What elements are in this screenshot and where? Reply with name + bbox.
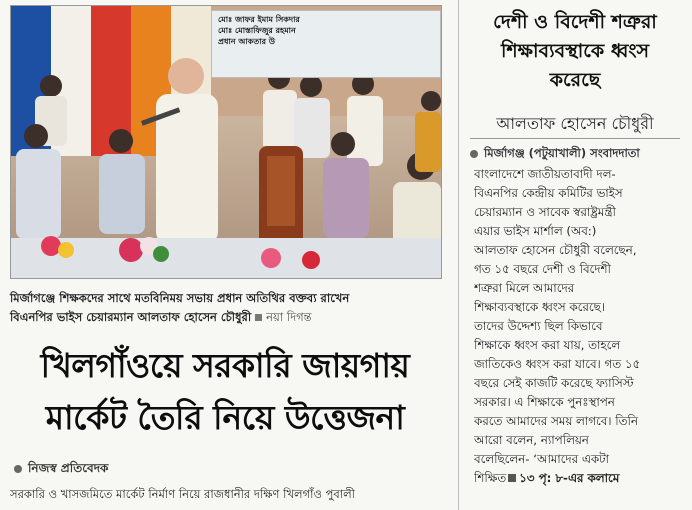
continued-on-page-link[interactable]: ১৩ পৃ: ৮-এর কলামে (519, 471, 620, 485)
last-line-start: শিক্ষিত (474, 471, 507, 485)
side-headline-line-3: করেছে (549, 69, 601, 91)
body-line: করতে আমাদের সময় লাগবে। তিনি (474, 414, 638, 428)
side-author-name: আলতাফ হোসেন চৌধুরী (496, 114, 654, 133)
bullet-dot-icon (14, 465, 22, 473)
body-line: শত্রুরা মিলে আমাদের (474, 281, 575, 295)
side-body-text (474, 165, 682, 488)
body-line: জাতিকেও ধ্বংস করা যাবে। গত ১৫ (474, 357, 641, 371)
main-headline-line-1: খিলগাঁওয়ে সরকারি জায়গায় (40, 346, 410, 385)
body-line: বাংলাদেশে জাতীয়তাবাদী দল- (474, 167, 616, 181)
body-line: বলেছিলেন- ‘আমাদের একটা (474, 452, 609, 466)
side-headline-line-1: দেশী ও বিদেশী শত্রুরা (493, 11, 657, 33)
main-byline (14, 460, 108, 480)
main-headline[interactable] (10, 340, 440, 444)
body-line: শিক্ষাকে ধ্বংস করা যায়, তাহলে (474, 338, 621, 352)
byline-text: নিজস্ব প্রতিবেদক (28, 461, 109, 475)
side-divider (470, 138, 680, 139)
news-photo (10, 5, 442, 279)
main-lead-paragraph: সরকারি ও খাসজমিতে মার্কেট নির্মাণ নিয়ে রাজধানীর দক্ষিণ খিলগাঁও পুবালী (10, 487, 355, 501)
main-headline-line-2: মার্কেট তৈরি নিয়ে উত্তেজনা (45, 398, 405, 437)
photo-credit: নয়া দিগন্ত (266, 310, 312, 324)
body-line: শিক্ষাব্যবস্থাকে ধ্বংস করেছে। (474, 300, 605, 314)
banner-line-2: মোঃ মোস্তাফিজুর রহমান (218, 26, 296, 35)
banner-line-3: প্রধান আকতার উ (218, 37, 276, 46)
body-last-line (474, 469, 682, 488)
body-line: আরো বলেন, ন্যাপলিয়ন (474, 433, 589, 447)
dateline-text: মির্জাগঞ্জ (পটুয়াখালী) সংবাদদাতা (484, 146, 640, 160)
body-line: সরকার। এ শিক্ষাকে পুনঃস্থাপন (474, 395, 615, 409)
body-line: তাদের উদ্দেশ্য ছিল কিভাবে (474, 319, 603, 333)
side-dateline (470, 145, 640, 164)
square-bullet-icon (508, 474, 516, 482)
caption-line-1: মির্জাগঞ্জে শিক্ষকদের সাথে মতবিনিময় সভায় প্রধান অতিথির বক্তব্য রাখেন (10, 291, 350, 305)
photo-caption (10, 289, 440, 327)
body-line: বছরে সেই কাজটি করেছে ফ্যাসিস্ট (474, 376, 634, 390)
body-line: গত ১৫ বছরে দেশী ও বিদেশী (474, 262, 611, 276)
body-line: এয়ার ভাইস মার্শাল (অব:) (474, 224, 597, 238)
body-line: বিএনপির কেন্দ্রীয় কমিটির ভাইস (474, 186, 623, 200)
square-bullet-icon (255, 314, 262, 321)
bullet-dot-icon (470, 150, 478, 158)
body-line: আলতাফ হোসেন চৌধুরী বলেছেন, (474, 243, 637, 257)
side-headline[interactable] (466, 8, 684, 95)
column-divider (458, 0, 459, 510)
event-banner (211, 10, 441, 78)
body-line: চেয়ারম্যান ও সাবেক স্বরাষ্ট্রমন্ত্রী (474, 205, 616, 219)
banner-line-1: মোঃ জাফর ইমাম সিকদার (218, 15, 300, 24)
side-headline-line-2: শিক্ষাব্যবস্থাকে ধ্বংস (500, 40, 650, 62)
caption-line-2: বিএনপির ভাইস চেয়ারম্যান আলতাফ হোসেন চৌধুরী (10, 310, 252, 324)
